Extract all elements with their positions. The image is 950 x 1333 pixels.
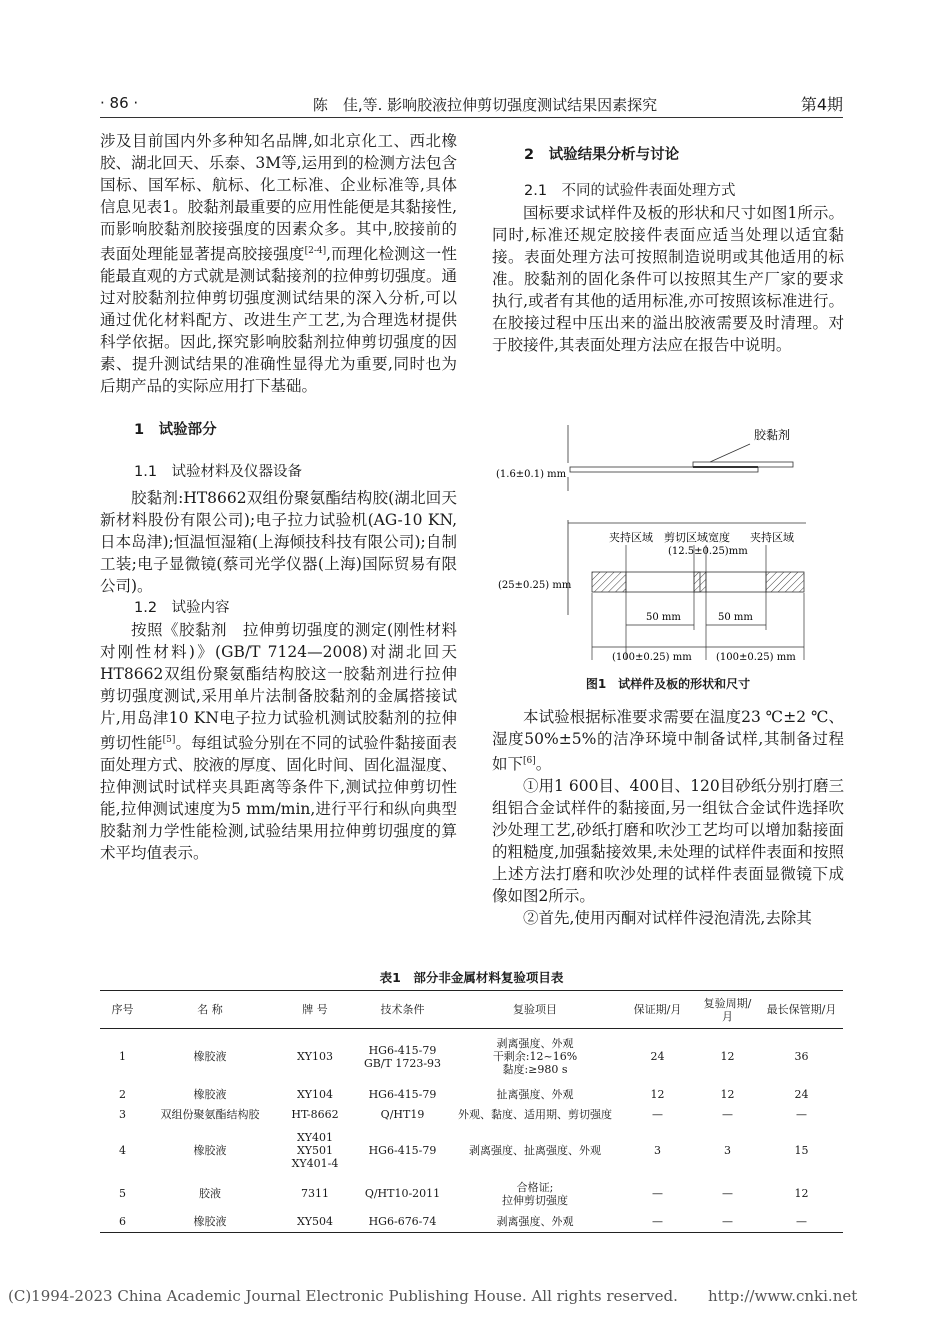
clamp-left-label: 夹持区域 [609, 531, 653, 544]
header-rule [100, 117, 843, 118]
table-cell: 剥离强度、外观 干剩余:12~16% 黏度:≥980 s [492, 1037, 578, 1077]
right-clamp-region [766, 572, 804, 592]
content-paragraph: 按照《胶黏剂 拉伸剪切强度的测定(刚性材料对刚性材料)》(GB/T 7124—2008)对湖北回天HT8662双组份聚氨酯结构胶这一胶黏剂进行拉伸剪切强度测试,采用单片法制备胶黏剂的金属搭接试片,用岛津10 KN电子拉力试验机测试胶黏剂的拉伸剪切性能[5]。每组试验分别在不同的试验件黏接面表面处理方式、胶液的厚度、固化时间、固化温湿度、拉伸测试时试样夹具距离等条件下,测试拉伸剪切性能,拉伸测试速度为5 mm/min,进行平行和纵向典型胶黏剂力学性能检测,试验结果用拉伸剪切强度的算术平均值表示。 [100, 621, 457, 863]
table-row [100, 1085, 843, 1105]
right-column [492, 144, 844, 356]
table-cell: HG6-415-79 [368, 1088, 437, 1101]
table-caption: 表1 部分非金属材料复验项目表 [379, 970, 564, 985]
preparation-paragraph: 本试验根据标准要求需要在温度23 ℃±2 ℃、湿度50%±5%的洁净环境中制备试样,其制备过程如下[6]。 [492, 708, 844, 774]
plan-view [498, 520, 806, 663]
right-column-lower [492, 706, 844, 929]
cnki-url[interactable]: http://www.cnki.net [708, 1287, 858, 1305]
intro-paragraph: 涉及目前国内外多种知名品牌,如北京化工、西北橡胶、湖北回天、乐泰、3M等,运用到的检测方法包含国标、国军标、航标、化工标准、企业标准等,具体信息见表1。胶黏剂最重要的应用性能便是其黏接性,而影响胶黏剂胶接强度的因素众多。其中,胶接前的表面处理能显著提高胶接强度[2-4],而理化检测这一性能最直观的方式就是测试黏接剂的拉伸剪切强度。通过对胶黏剂拉伸剪切强度测试结果的深入分析,可以通过优化材料配方、改进生产工艺,为合理选材提供科学依据。因此,探究影响胶黏剂拉伸剪切强度的因素、提升测试结果的准确性显得尤为重要,同时也为后期产品的实际应用打下基础。 [100, 132, 457, 396]
table-cell: 剥离强度、扯离强度、外观 [469, 1144, 601, 1157]
table-cell: XY104 [296, 1088, 334, 1101]
section-heading-1: 1 试验部分 [134, 422, 217, 439]
table-cell: 12 [720, 1088, 735, 1101]
table-header-cell: 最长保管期/月 [760, 991, 843, 1029]
citation[interactable]: [6] [523, 756, 536, 766]
table-cell: — [760, 1211, 843, 1233]
table-cell: — [652, 1187, 663, 1200]
table-cell: 剥离强度、外观 [450, 1211, 620, 1233]
table-header-cell: 保证期/月 [620, 991, 695, 1029]
table-cell: 12 [794, 1187, 809, 1200]
step-1-paragraph: ①用1 600目、400目、120目砂纸分别打磨三组铝合金试样件的黏接面,另一组钛合金试件选择吹沙处理工艺,砂纸打磨和吹沙工艺均可以增加黏接面的粗糙度,加强黏接效果,未处理的试样件表面和按照上述方法打磨和吹沙处理的试样件表面显微镜下成像如图2所示。 [492, 777, 844, 906]
table-cell: 扯离强度、外观 [496, 1088, 574, 1101]
table-cell: 3 [119, 1108, 126, 1121]
table-row [100, 1105, 843, 1125]
table-cell: 12 [720, 1050, 735, 1064]
table-header-cell: 名 称 [145, 991, 275, 1029]
table-header-cell: 技术条件 [355, 991, 450, 1029]
copyright-text: (C)1994-2023 China Academic Journal Electronic Publishing House. All rights reserved. [8, 1287, 678, 1305]
table-cell: — [796, 1108, 807, 1121]
figure-1-specimen-diagram [488, 415, 848, 715]
running-header [100, 92, 843, 116]
table-cell: — [652, 1108, 663, 1121]
table-cell: 3 [724, 1144, 731, 1157]
left-column [100, 130, 457, 864]
table-cell: 6 [100, 1211, 145, 1233]
standard-paragraph: 国标要求试样件及板的形状和尺寸如图1所示。同时,标准还规定胶接件表面应适当处理以适宜黏接。表面处理方法可按照制造说明或其他适用的标准。胶黏剂的固化条件可以按照其生产厂家的要求执行,或者有其他的适用标准,亦可按照该标准进行。在胶接过程中压出来的溢出胶液需要及时清理。对于胶接件,其表面处理方法应在报告中说明。 [492, 204, 844, 354]
table-body [100, 1029, 843, 1233]
table-cell: 合格证; 拉伸剪切强度 [502, 1180, 568, 1207]
table-cell: XY504 [275, 1211, 355, 1233]
dimension-50-left: 50 mm [646, 612, 681, 623]
table-row [100, 1211, 843, 1233]
table-cell: XY401 XY501 XY401-4 [291, 1131, 339, 1170]
table-cell: 橡胶液 [193, 1088, 227, 1101]
copyright-footer [8, 1287, 858, 1305]
subsection-heading-1-2: 1.2 试验内容 [134, 600, 230, 617]
table-header-cell: 牌 号 [275, 991, 355, 1029]
materials-table [100, 990, 843, 1233]
dimension-100-right: (100±0.25) mm [716, 652, 796, 663]
adhesive-label: 胶黏剂 [754, 428, 791, 442]
table-cell: 橡胶液 [193, 1050, 227, 1064]
table-cell: HT-8662 [291, 1108, 339, 1121]
table-cell: HG6-415-79 GB/T 1723-93 [363, 1043, 442, 1070]
table-cell: Q/HT19 [380, 1108, 425, 1121]
table-cell: 24 [650, 1050, 665, 1064]
table-cell: 双组份聚氨酯结构胶 [160, 1108, 260, 1121]
step-2-paragraph: ②首先,使用丙酮对试样件浸泡清洗,去除其 [523, 909, 812, 928]
table-row [100, 1125, 843, 1177]
dimension-100-left: (100±0.25) mm [612, 652, 692, 663]
table-cell: 7311 [301, 1187, 329, 1200]
materials-paragraph: 胶黏剂:HT8662双组份聚氨酯结构胶(湖北回天新材料股份有限公司);电子拉力试验机(AG-10 KN,日本岛津);恒温恒湿箱(上海倾技科技有限公司);自制工装;电子显微镜(蔡司光学仪器(上海)国际贸易有限公司)。 [100, 489, 457, 596]
table-cell: 24 [794, 1088, 809, 1101]
clamp-right-label: 夹持区域 [750, 531, 794, 544]
table-cell: 4 [119, 1144, 126, 1157]
table-cell: 3 [654, 1144, 661, 1157]
table-cell: 橡胶液 [193, 1144, 227, 1157]
table-header-cell: 序号 [100, 991, 145, 1029]
table-cell: — [722, 1108, 733, 1121]
table-cell: 36 [794, 1050, 809, 1064]
table-cell: — [620, 1211, 695, 1233]
dimension-50-right: 50 mm [718, 612, 753, 623]
table-cell: HG6-676-74 [355, 1211, 450, 1233]
table-cell: 15 [794, 1144, 809, 1157]
subsection-heading-2-1: 2.1 不同的试验件表面处理方式 [524, 183, 736, 199]
citation[interactable]: [2-4] [304, 246, 327, 256]
citation[interactable]: [5] [162, 735, 176, 746]
table-header-cell: 复验项目 [450, 991, 620, 1029]
table-cell: 12 [650, 1088, 665, 1101]
shear-width-value: (12.5±0.25)mm [668, 546, 748, 557]
width-label: (25±0.25) mm [498, 580, 572, 591]
table-cell: 1 [119, 1050, 126, 1064]
shear-width-label: 剪切区域宽度 [664, 531, 730, 544]
table-header-cell: 复验周期/ 月 [695, 991, 760, 1029]
table-cell: 5 [119, 1187, 126, 1200]
left-clamp-region [592, 572, 626, 592]
table-cell: 2 [119, 1088, 126, 1101]
table-cell: HG6-415-79 [368, 1144, 437, 1157]
thickness-label: (1.6±0.1) mm [496, 469, 567, 480]
table-row [100, 1029, 843, 1085]
issue-number: 第4期 [800, 95, 843, 114]
table-header-row [100, 991, 843, 1029]
table-cell: 橡胶液 [145, 1211, 275, 1233]
subsection-heading-1-1: 1.1 试验材料及仪器设备 [134, 464, 303, 481]
side-view [496, 425, 793, 491]
table-cell: Q/HT10-2011 [364, 1187, 441, 1200]
table-cell: XY103 [296, 1050, 334, 1064]
page-number: · 86 · [100, 94, 139, 112]
table-cell: — [722, 1187, 733, 1200]
running-title: 陈 佳,等. 影响胶液拉伸剪切强度测试结果因素探究 [312, 96, 658, 114]
table-cell: 外观、黏度、适用期、剪切强度 [458, 1108, 612, 1121]
table-cell: 胶液 [199, 1187, 221, 1200]
table-row [100, 1177, 843, 1211]
figure-caption: 图1 试样件及板的形状和尺寸 [585, 677, 751, 691]
shear-region [694, 572, 706, 592]
section-heading-2: 2 试验结果分析与讨论 [524, 147, 680, 163]
table-cell: — [695, 1211, 760, 1233]
